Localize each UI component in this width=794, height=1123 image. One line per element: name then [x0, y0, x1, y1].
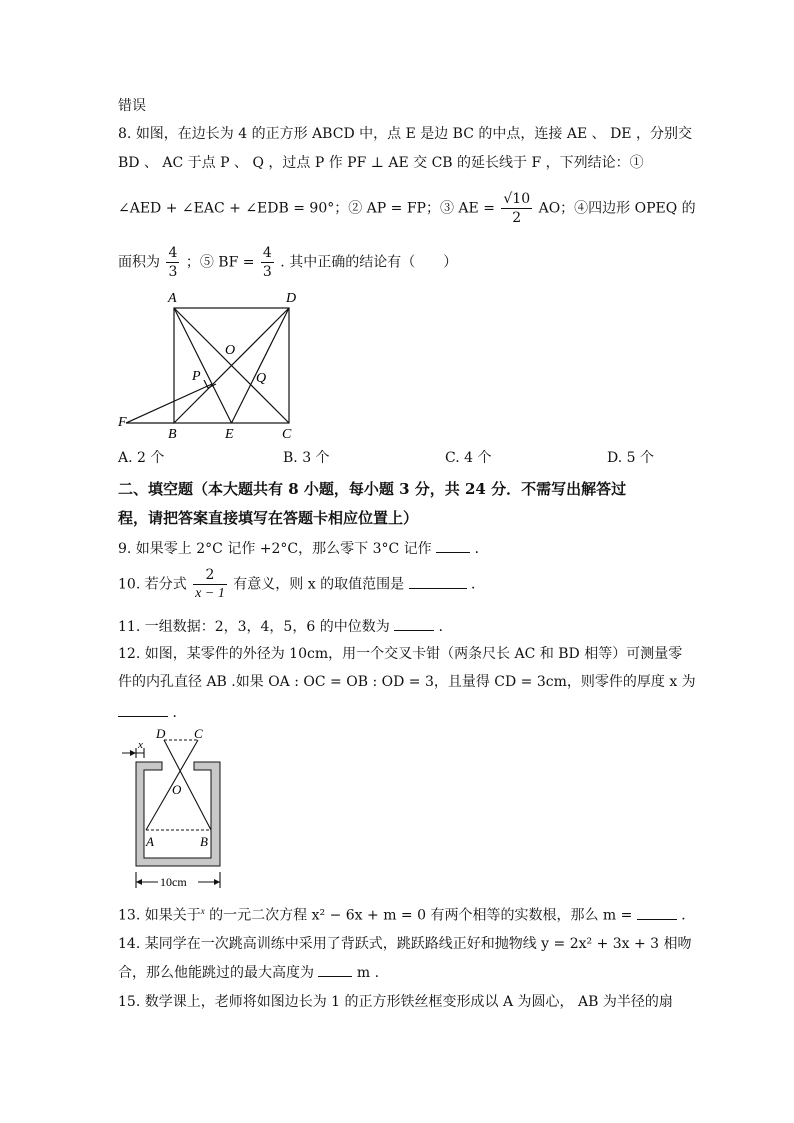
fraction-numerator: 2: [193, 566, 227, 585]
q12-caliper-figure: [118, 726, 228, 892]
q13-answer-blank: [637, 905, 677, 920]
label-p: P: [192, 369, 201, 384]
label-d: D: [286, 291, 297, 306]
label-c: C: [194, 726, 203, 741]
fraction-denominator: 3: [262, 264, 272, 280]
fraction-denominator: x − 1: [195, 586, 225, 601]
q8-line4-a: 面积为: [118, 254, 160, 271]
q11-text: 11. 一组数据：2，3，4，5，6 的中位数为: [118, 619, 390, 635]
q10-text-a: 10. 若分式: [118, 576, 187, 593]
q9-text: 9. 如果零上 2°C 记作 +2°C，那么零下 3°C 记作: [118, 541, 432, 557]
q8-line1: [118, 124, 692, 144]
q14-line2: [118, 962, 379, 983]
label-x: x: [138, 739, 143, 751]
choice-b: B. 3 个: [283, 450, 330, 466]
q14-text: 合，那么他能跳过的最大高度为: [118, 965, 314, 981]
q13-text-b: 的一元二次方程 x² − 6x + m = 0 有两个相等的实数根，那么 m =: [209, 907, 633, 924]
label-b: B: [200, 834, 208, 849]
q13-end: ．: [681, 907, 696, 924]
label-b: B: [168, 427, 177, 442]
section2-title-line2: 程，请把答案直接填写在答题卡相应位置上）: [118, 509, 419, 527]
choice-c: C. 4 个: [445, 450, 492, 466]
dim-arrow-left: [136, 879, 142, 885]
q10-answer-blank: [409, 574, 467, 589]
fraction-numerator: √10: [503, 191, 531, 207]
q10-fraction: [193, 566, 227, 603]
q10-text-b: 有意义，则 x 的取值范围是: [233, 576, 405, 593]
q9-end: ．: [474, 541, 489, 557]
q13-x: x: [200, 906, 205, 916]
label-d: D: [156, 726, 166, 741]
choice-d: D. 5 个: [607, 450, 654, 466]
segment-pf: [126, 384, 212, 423]
x-arrow-head: [130, 750, 136, 756]
q15-line1: 15. 数学课上，老师将如图边长为 1 的正方形铁丝框变形成以 A 为圆心， AB 为半径的扇: [118, 994, 673, 1010]
q13-line: [118, 901, 695, 926]
q11-line: [118, 616, 453, 637]
q8-line4: [118, 244, 457, 281]
fraction-denominator: 2: [512, 210, 522, 226]
segment-de: [232, 308, 290, 423]
segment-ae: [174, 308, 232, 423]
q13-text-a: 13. 如果关于: [118, 907, 201, 924]
q11-end: ．: [438, 619, 453, 635]
q14-answer-blank: [318, 962, 352, 977]
q8-line2: BD 、 AC 于点 P 、 Q ，过点 P 作 PF ⊥ AE 交 CB 的延长线于 F ，下列结论：①: [118, 155, 644, 171]
fraction-denominator: 3: [168, 264, 178, 280]
q8-line3: [118, 190, 696, 227]
label-a: A: [168, 291, 177, 306]
q12-line1: 12. 如图，某零件的外径为 10cm，用一个交叉卡钳（两条尺长 AC 和 BD 相等）可测量零: [118, 646, 683, 662]
label-c: C: [282, 427, 292, 442]
q8-line4-b: ；⑤ BF =: [185, 254, 255, 271]
q12-line2: 件的内孔直径 AB .如果 OA : OC = OB : OD = 3，且量得 CD = 3cm，则零件的厚度 x 为: [118, 674, 696, 690]
label-a: A: [146, 834, 154, 849]
q9-answer-blank: [436, 538, 470, 553]
q8-line3-b: AO；④四边形 OPEQ 的: [538, 200, 696, 217]
dim-arrow-right: [214, 879, 220, 885]
q14-line1: 14. 某同学在一次跳高训练中采用了背跃式，跳跃路线正好和抛物线 y = 2x² + 3x + 3 相吻: [118, 936, 692, 952]
label-o: O: [225, 343, 236, 358]
q8-number: 8.: [118, 126, 132, 142]
q14-end: m .: [356, 965, 380, 981]
q12-end: ．: [172, 705, 187, 721]
q8-square-figure: [112, 284, 312, 444]
q10-end: ．: [471, 576, 485, 593]
fraction-numerator: 4: [262, 245, 272, 261]
section2-title-line1: 二、填空题（本大题共有 8 小题，每小题 3 分，共 24 分．不需写出解答过: [118, 480, 627, 498]
sqrt10-over-2-fraction: [501, 190, 532, 227]
q11-answer-blank: [394, 616, 434, 631]
q8-line1-text: 如图，在边长为 4 的正方形 ABCD 中，点 E 是边 BC 的中点，连接 AE 、 DE ，分别交: [135, 126, 692, 142]
q12-answer-blank: [118, 702, 168, 717]
label-o: O: [172, 782, 182, 797]
label-f: F: [118, 415, 127, 430]
four-thirds-fraction: [166, 244, 179, 281]
label-e: E: [225, 427, 234, 442]
q8-line3-a: ∠AED + ∠EAC + ∠EDB = 90°；② AP = FP；③ AE =: [118, 200, 495, 217]
part-wall: [136, 762, 220, 866]
q12-line3: [118, 702, 186, 723]
top-text: 错误: [118, 98, 146, 114]
four-thirds-fraction-2: [261, 244, 274, 281]
label-q: Q: [256, 371, 267, 386]
q9-line: [118, 538, 489, 559]
label-10cm: 10cm: [160, 875, 187, 889]
fraction-numerator: 4: [168, 245, 178, 261]
choice-a: A. 2 个: [118, 450, 165, 466]
q8-line4-c: . 其中正确的结论有（ ）: [280, 254, 458, 271]
q10-line: [118, 566, 485, 603]
